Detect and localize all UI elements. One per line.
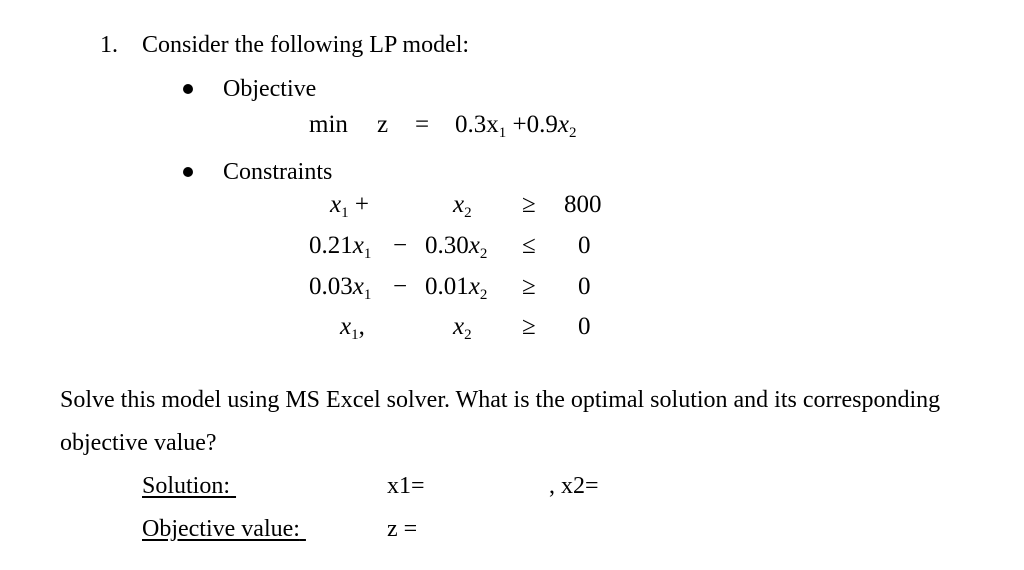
solution-label: Solution: xyxy=(142,473,231,499)
constraint-3-term-2: $0.01x_2$ xyxy=(425,273,488,303)
constraint-1-term-1: $x_1$ + xyxy=(330,191,369,221)
objective-equals: = xyxy=(415,111,430,138)
constraint-1-rhs: 800 xyxy=(564,191,602,218)
prompt-line-2: objective value? xyxy=(60,430,217,456)
constraint-1-relation: ≥ xyxy=(522,191,536,218)
objective-expression: $0.3x_1 +0.9x_2$ xyxy=(455,111,577,141)
x2-label: , x2= xyxy=(549,473,599,499)
constraint-2-operator: − xyxy=(393,232,408,259)
constraint-3-relation: ≥ xyxy=(522,273,536,300)
constraint-2-term-1: $0.21x_1$ xyxy=(309,232,372,262)
question-number: 1. xyxy=(100,32,118,58)
constraint-4-rhs: 0 xyxy=(578,313,591,340)
constraint-3-rhs: 0 xyxy=(578,273,591,300)
constraint-3-operator: − xyxy=(393,273,408,300)
constraint-4-term-2: $x_2$ xyxy=(453,313,472,343)
constraints-heading: Constraints xyxy=(223,159,333,185)
question-intro: Consider the following LP model: xyxy=(142,32,470,58)
constraint-2-relation: ≤ xyxy=(522,232,536,259)
constraint-2-rhs: 0 xyxy=(578,232,591,259)
objective-variable: z xyxy=(377,111,389,138)
objective-heading: Objective xyxy=(223,76,317,102)
constraint-4-relation: ≥ xyxy=(522,313,536,340)
constraint-4-term-1: $x_1$, xyxy=(340,313,365,343)
constraint-2-term-2: $0.30x_2$ xyxy=(425,232,488,262)
prompt-line-1: Solve this model using MS Excel solver. What is the optimal solution and its corresponding xyxy=(60,387,941,413)
constraint-3-term-1: $0.03x_1$ xyxy=(309,273,372,303)
bullet-icon xyxy=(183,84,193,94)
constraint-1-term-2: $x_2$ xyxy=(453,191,472,221)
z-label: z = xyxy=(387,516,418,542)
bullet-icon xyxy=(183,167,193,177)
objective-sense: min xyxy=(309,111,348,138)
x1-label: x1= xyxy=(387,473,425,499)
objective-value-label: Objective value: xyxy=(142,516,300,542)
